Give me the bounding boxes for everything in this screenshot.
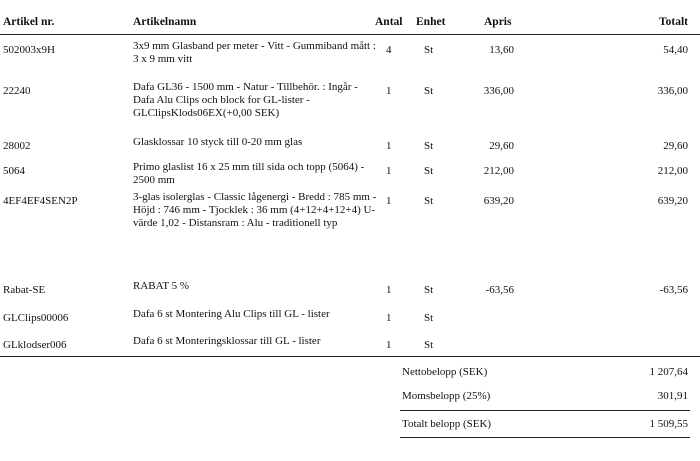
cell-antal: 1 bbox=[386, 140, 392, 152]
moms-label: Momsbelopp (25%) bbox=[402, 390, 491, 402]
summary-bottom-divider bbox=[400, 437, 690, 438]
cell-artikelnamn: Primo glaslist 16 x 25 mm till sida och topp (5064) - 2500 mm bbox=[133, 161, 365, 186]
header-totalt: Totalt bbox=[659, 16, 688, 28]
cell-totalt: 336,00 bbox=[657, 85, 688, 97]
cell-enhet: St bbox=[424, 165, 434, 177]
cell-antal: 1 bbox=[386, 339, 392, 351]
cell-artikel-nr: GLClips00006 bbox=[3, 312, 69, 324]
cell-artikelnamn: 3-glas isolerglas - Classic lågenergi - Bredd : 785 mm - Höjd : 746 mm - Tjocklek : 36 mm (4+12+4+12+4) U-värde 1,02 - Distansram : Alu - traditionell typ bbox=[133, 191, 377, 229]
cell-artikelnamn: Dafa GL36 - 1500 mm - Natur - Tillbehör. : Ingår - Dafa Alu Clips och block for GL-lister - GLClipsKlods06EX(+0,00 SEK) bbox=[133, 81, 358, 119]
cell-artikelnamn: 3x9 mm Glasband per meter - Vitt - Gummiband mått : 3 x 9 mm vitt bbox=[133, 40, 376, 65]
header-artikel-nr: Artikel nr. bbox=[3, 16, 55, 28]
total-label: Totalt belopp (SEK) bbox=[402, 418, 492, 430]
moms-value: 301,91 bbox=[657, 390, 688, 402]
cell-antal: 1 bbox=[386, 85, 392, 97]
cell-artikel-nr: 502003x9H bbox=[3, 44, 55, 56]
cell-artikelnamn: Dafa 6 st Monteringsklossar till GL - lister bbox=[133, 335, 321, 347]
cell-apris: 212,00 bbox=[483, 165, 514, 177]
cell-apris: -63,56 bbox=[485, 284, 514, 296]
cell-totalt: 212,00 bbox=[657, 165, 688, 177]
cell-artikelnamn: Glasklossar 10 styck till 0-20 mm glas bbox=[133, 136, 303, 148]
cell-antal: 1 bbox=[386, 195, 392, 207]
cell-enhet: St bbox=[424, 140, 434, 152]
cell-enhet: St bbox=[424, 284, 434, 296]
cell-apris: 29,60 bbox=[489, 140, 514, 152]
header-artikelnamn: Artikelnamn bbox=[133, 16, 197, 28]
cell-enhet: St bbox=[424, 85, 434, 97]
cell-totalt: -63,56 bbox=[659, 284, 688, 296]
cell-artikel-nr: 28002 bbox=[3, 140, 31, 152]
summary-divider bbox=[400, 410, 690, 411]
cell-artikel-nr: GLklodser006 bbox=[3, 339, 67, 351]
cell-enhet: St bbox=[424, 195, 434, 207]
cell-totalt: 54,40 bbox=[663, 44, 688, 56]
cell-antal: 1 bbox=[386, 284, 392, 296]
cell-antal: 4 bbox=[386, 44, 392, 56]
netto-label: Nettobelopp (SEK) bbox=[402, 366, 488, 378]
netto-value: 1 207,64 bbox=[649, 366, 688, 378]
cell-enhet: St bbox=[424, 44, 434, 56]
cell-artikelnamn: RABAT 5 % bbox=[133, 280, 190, 292]
header-enhet: Enhet bbox=[416, 16, 446, 28]
cell-antal: 1 bbox=[386, 165, 392, 177]
cell-artikelnamn: Dafa 6 st Montering Alu Clips till GL - lister bbox=[133, 308, 330, 320]
cell-artikel-nr: 22240 bbox=[3, 85, 31, 97]
header-apris: Apris bbox=[484, 16, 512, 28]
cell-enhet: St bbox=[424, 312, 434, 324]
cell-artikel-nr: 4EF4EF4SEN2P bbox=[3, 195, 78, 207]
header-antal: Antal bbox=[375, 16, 403, 28]
cell-apris: 639,20 bbox=[483, 195, 514, 207]
total-value: 1 509,55 bbox=[649, 418, 688, 430]
cell-apris: 13,60 bbox=[489, 44, 514, 56]
table-header bbox=[0, 8, 700, 35]
cell-antal: 1 bbox=[386, 312, 392, 324]
cell-totalt: 29,60 bbox=[663, 140, 688, 152]
cell-totalt: 639,20 bbox=[657, 195, 688, 207]
cell-enhet: St bbox=[424, 339, 434, 351]
cell-artikel-nr: Rabat-SE bbox=[3, 284, 46, 296]
cell-artikel-nr: 5064 bbox=[3, 165, 25, 177]
cell-apris: 336,00 bbox=[483, 85, 514, 97]
table-bottom-divider bbox=[0, 356, 700, 357]
